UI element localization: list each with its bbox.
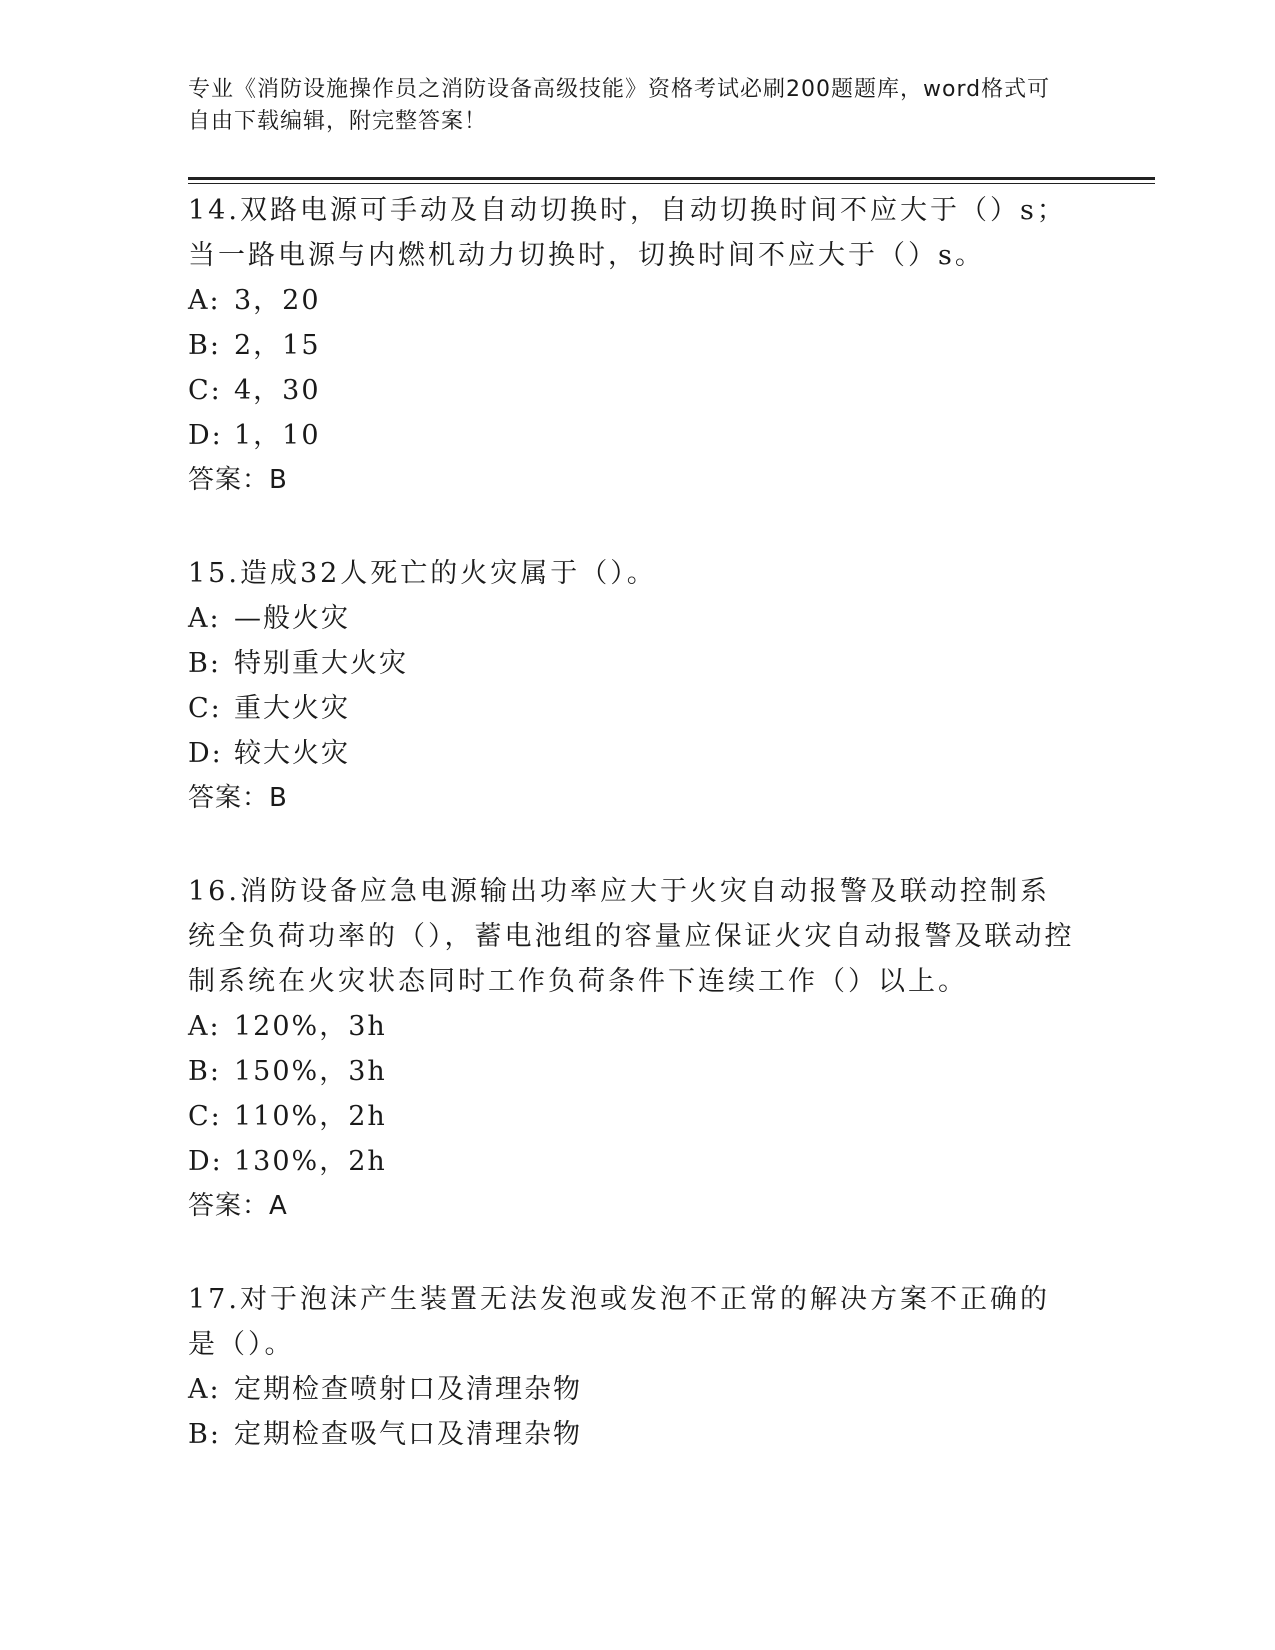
- option-text: 重大火灾: [234, 693, 350, 724]
- option-text: 150%，3h: [234, 1056, 387, 1087]
- header-divider-thin: [188, 183, 1155, 184]
- question-list: [188, 188, 1088, 1506]
- header-divider-thick: [188, 177, 1155, 180]
- option-text: 1，10: [234, 420, 321, 451]
- answer-line: 答案：B: [188, 783, 288, 813]
- option-d: [188, 413, 1088, 458]
- option-letter: C:: [188, 693, 222, 724]
- option-text: 130%，2h: [234, 1146, 387, 1177]
- option-c: [188, 686, 1088, 731]
- document-header: 专业《消防设施操作员之消防设备高级技能》资格考试必刷200题题库，word格式可自由下载编辑，附完整答案！: [188, 77, 1051, 134]
- option-text: 120%，3h: [234, 1011, 387, 1042]
- option-text: 110%，2h: [234, 1101, 387, 1132]
- option-b: [188, 1049, 1088, 1094]
- option-letter: A:: [188, 1374, 221, 1405]
- option-letter: B:: [188, 1419, 221, 1450]
- option-c: [188, 1094, 1088, 1139]
- option-b: [188, 323, 1088, 368]
- option-b: [188, 641, 1088, 686]
- option-letter: D:: [188, 738, 223, 769]
- option-letter: A:: [188, 1011, 221, 1042]
- question-stem: 15.造成32人死亡的火灾属于（）。: [188, 558, 657, 589]
- option-letter: B:: [188, 330, 221, 361]
- option-letter: A:: [188, 285, 221, 316]
- option-text: 3，20: [234, 285, 321, 316]
- option-letter: C:: [188, 375, 222, 406]
- option-text: 2，15: [234, 330, 321, 361]
- option-text: 4，30: [234, 375, 321, 406]
- option-c: [188, 368, 1088, 413]
- option-letter: B:: [188, 648, 221, 679]
- option-a: [188, 1004, 1088, 1049]
- option-text: —般火灾: [234, 603, 350, 634]
- option-letter: C:: [188, 1101, 222, 1132]
- option-text: 较大火灾: [234, 738, 350, 769]
- question-item: [188, 869, 1088, 1228]
- question-stem: 17.对于泡沫产生装置无法发泡或发泡不正常的解决方案不正确的是（）。: [188, 1284, 1050, 1360]
- option-text: 特别重大火灾: [234, 648, 408, 679]
- answer-line: 答案：B: [188, 465, 288, 495]
- question-item: [188, 551, 1088, 820]
- option-text: 定期检查吸气口及清理杂物: [234, 1419, 582, 1450]
- question-stem: 14.双路电源可手动及自动切换时，自动切换时间不应大于（）s；当一路电源与内燃机动力切换时，切换时间不应大于（）s。: [188, 195, 1067, 271]
- option-a: [188, 1367, 1088, 1412]
- option-d: [188, 731, 1088, 776]
- option-b: [188, 1412, 1088, 1457]
- option-d: [188, 1139, 1088, 1184]
- question-item: [188, 188, 1088, 502]
- question-item: [188, 1277, 1088, 1457]
- option-a: [188, 278, 1088, 323]
- answer-line: 答案：A: [188, 1191, 288, 1221]
- question-stem: 16.消防设备应急电源输出功率应大于火灾自动报警及联动控制系统全负荷功率的（），蓄电池组的容量应保证火灾自动报警及联动控制系统在火灾状态同时工作负荷条件下连续工作（）以上。: [188, 876, 1075, 997]
- option-letter: B:: [188, 1056, 221, 1087]
- option-letter: D:: [188, 1146, 223, 1177]
- option-text: 定期检查喷射口及清理杂物: [234, 1374, 582, 1405]
- option-letter: A:: [188, 603, 221, 634]
- option-a: [188, 596, 1088, 641]
- option-letter: D:: [188, 420, 223, 451]
